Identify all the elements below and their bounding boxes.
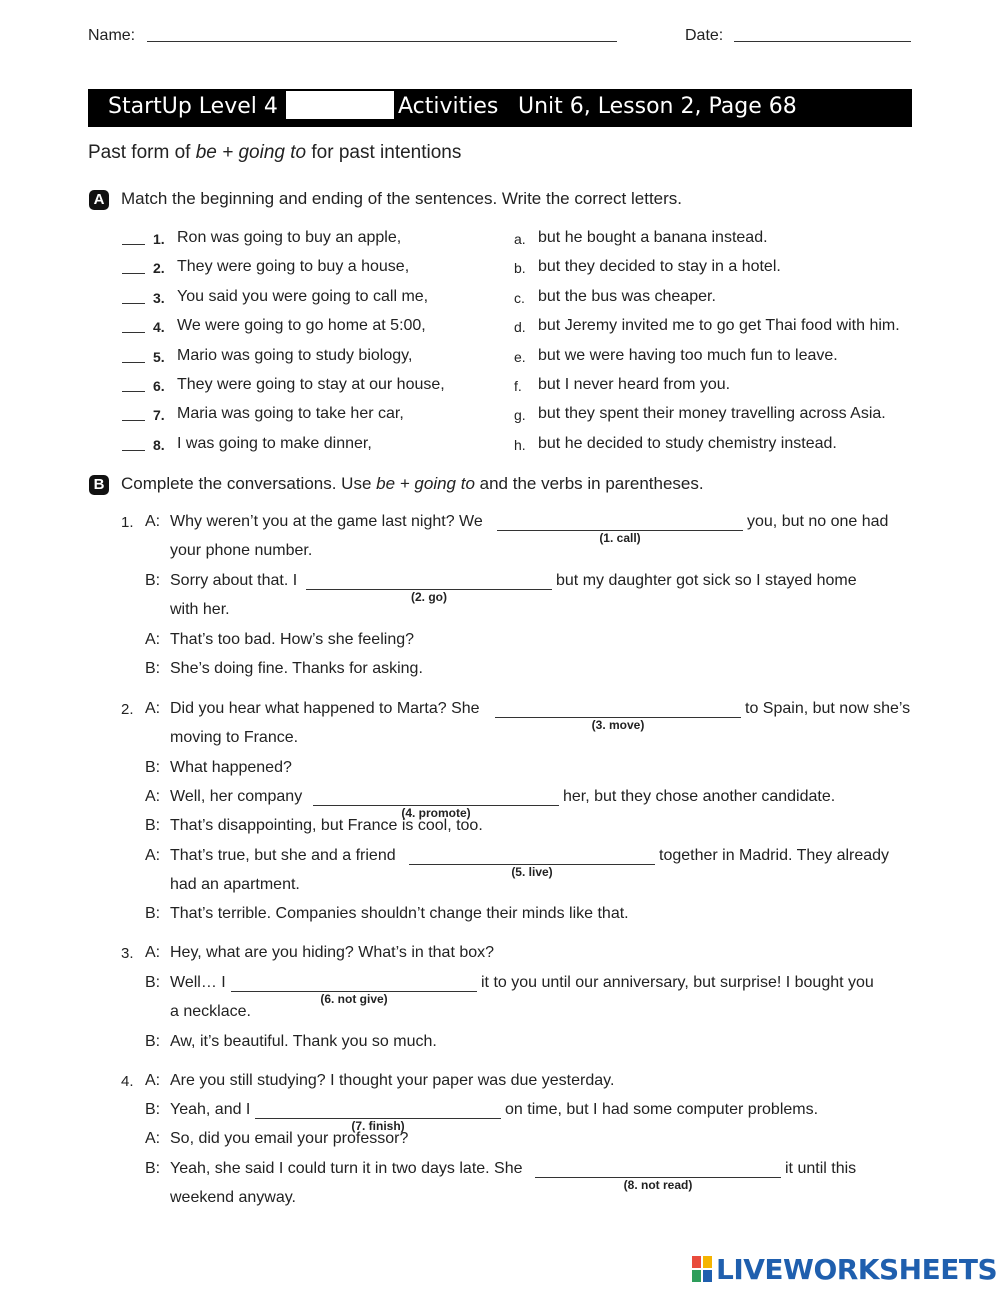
verb-hint: (8. not read)	[623, 1178, 693, 1192]
dialogue-text-before: Well… I	[170, 974, 226, 991]
dialogue-text-continued: with her.	[170, 601, 230, 618]
match-beginning: They were going to buy a house,	[177, 258, 410, 276]
match-beginning: They were going to stay at our house,	[177, 376, 445, 393]
match-beginning: Maria was going to take her car,	[177, 405, 404, 423]
dialogue-text: She’s doing fine. Thanks for asking.	[170, 660, 423, 677]
dialogue-text-before: Yeah, and I	[170, 1101, 251, 1118]
section-b-badge: B	[89, 475, 109, 495]
dialogue-text-before: That’s true, but she and a friend	[170, 847, 396, 864]
speaker-label: B:	[145, 905, 161, 922]
banner-unit: Unit 6, Lesson 2, Page 68	[518, 94, 797, 119]
verb-hint: (1. call)	[599, 531, 641, 545]
match-answer-blank[interactable]	[122, 303, 145, 304]
speaker-label: B:	[145, 1033, 161, 1050]
dialogue-text-after: to Spain, but now she’s	[745, 700, 911, 717]
match-beginning: You said you were going to call me,	[177, 287, 429, 305]
dialogue-text-before: Why weren’t you at the game last night? We	[170, 513, 483, 530]
verb-hint: (5. live)	[511, 865, 553, 879]
verb-hint: (4. promote)	[401, 806, 471, 820]
dialogue-text-after: together in Madrid. They already	[659, 847, 890, 864]
page-subtitle	[88, 142, 461, 164]
match-ending: but they spent their money travelling across Asia.	[538, 405, 886, 423]
dialogue-text: So, did you email your professor?	[170, 1130, 409, 1147]
speaker-label: A:	[145, 944, 161, 961]
speaker-label: B:	[145, 1160, 161, 1177]
name-label: Name:	[88, 27, 136, 44]
dialogue-text-continued: a necklace.	[170, 1003, 251, 1020]
speaker-label: A:	[145, 700, 161, 717]
section-b-instruction	[121, 474, 704, 494]
dialogue-text-after: it to you until our anniversary, but surprise! I bought you	[481, 974, 874, 991]
speaker-label: B:	[145, 974, 161, 991]
conversation-number: 3.	[121, 945, 134, 962]
speaker-label: B:	[145, 572, 161, 589]
conversation-number: 4.	[121, 1073, 134, 1090]
section-a-badge: A	[89, 190, 109, 210]
dialogue-text: Are you still studying? I thought your paper was due yesterday.	[170, 1072, 615, 1089]
match-ending: but I never heard from you.	[538, 376, 731, 393]
speaker-label: A:	[145, 513, 161, 530]
banner-activities: Activities	[398, 94, 499, 119]
speaker-label: B:	[145, 759, 161, 776]
match-ending: but we were having too much fun to leave.	[538, 346, 838, 364]
match-number: 5.	[153, 348, 165, 365]
dialogue-text-continued: moving to France.	[170, 729, 299, 746]
verb-hint: (7. finish)	[351, 1119, 405, 1133]
subtitle-italic: be + going to	[195, 142, 307, 163]
speaker-label: B:	[145, 817, 161, 834]
dialogue-text-continued: had an apartment.	[170, 876, 300, 893]
match-number: 1.	[153, 231, 165, 247]
match-number: 4.	[153, 319, 165, 336]
dialogue-text-after: on time, but I had some computer problems.	[505, 1101, 819, 1118]
section-a-instruction: Match the beginning and ending of the sentences. Write the correct letters.	[121, 189, 683, 208]
dialogue-text: That’s too bad. How’s she feeling?	[170, 631, 415, 648]
name-field[interactable]	[147, 41, 617, 42]
speaker-label: B:	[145, 660, 161, 677]
dialogue-text-after: her, but they chose another candidate.	[563, 788, 836, 805]
match-number: 7.	[153, 407, 165, 424]
match-beginning: Mario was going to study biology,	[177, 346, 413, 364]
dialogue-text-before: Did you hear what happened to Marta? She	[170, 700, 480, 717]
match-letter: h.	[514, 436, 526, 453]
speaker-label: A:	[145, 1072, 161, 1089]
section-b-instruction-suffix: and the verbs in parentheses.	[474, 474, 704, 493]
dialogue-text-continued: weekend anyway.	[170, 1189, 296, 1206]
match-number: 3.	[153, 289, 165, 306]
match-ending: but he decided to study chemistry instead.	[538, 434, 837, 452]
match-answer-blank[interactable]	[122, 450, 145, 451]
dialogue-text-after: but my daughter got sick so I stayed home	[556, 572, 857, 589]
speaker-label: A:	[145, 788, 161, 805]
speaker-label: A:	[145, 847, 161, 864]
dialogue-text: That’s disappointing, but France is cool, too.	[170, 817, 483, 834]
match-answer-blank[interactable]	[122, 244, 145, 245]
conversation-number: 2.	[121, 701, 134, 718]
date-field[interactable]	[734, 41, 911, 42]
match-ending: but they decided to stay in a hotel.	[538, 258, 781, 276]
banner-level: StartUp Level 4	[108, 94, 278, 119]
match-letter: b.	[514, 260, 526, 277]
match-ending: but he bought a banana instead.	[538, 229, 768, 246]
match-beginning: We were going to go home at 5:00,	[177, 317, 426, 335]
verb-hint: (2. go)	[411, 590, 447, 604]
match-answer-blank[interactable]	[122, 332, 145, 333]
match-beginning: Ron was going to buy an apple,	[177, 229, 402, 246]
section-b-instruction-italic: be + going to	[376, 474, 475, 493]
liveworksheets-logo: LIVEWORKSHEETS	[716, 1253, 998, 1286]
match-number: 2.	[153, 260, 165, 277]
dialogue-text-continued: your phone number.	[170, 542, 313, 559]
match-number: 8.	[153, 436, 165, 453]
match-number: 6.	[153, 378, 165, 394]
match-letter: g.	[514, 407, 526, 424]
conversation-number: 1.	[121, 514, 134, 531]
match-letter: f.	[514, 378, 522, 394]
match-answer-blank[interactable]	[122, 391, 145, 392]
match-answer-blank[interactable]	[122, 273, 145, 274]
match-letter: e.	[514, 348, 526, 365]
dialogue-text-before: Sorry about that. I	[170, 572, 298, 589]
dialogue-text: Hey, what are you hiding? What’s in that box?	[170, 944, 495, 961]
match-letter: d.	[514, 319, 526, 336]
match-answer-blank[interactable]	[122, 362, 145, 363]
match-ending: but the bus was cheaper.	[538, 287, 716, 305]
speaker-label: B:	[145, 1101, 161, 1118]
liveworksheets-logo-icon	[692, 1256, 712, 1282]
subtitle-prefix: Past form of	[88, 142, 196, 163]
speaker-label: A:	[145, 1130, 161, 1147]
date-label: Date:	[685, 27, 724, 44]
speaker-label: A:	[145, 631, 161, 648]
subtitle-suffix: for past intentions	[306, 142, 462, 163]
dialogue-text-before: Yeah, she said I could turn it in two days late. She	[170, 1160, 523, 1177]
verb-hint: (3. move)	[591, 718, 645, 732]
match-letter: a.	[514, 231, 526, 247]
dialogue-text-before: Well, her company	[170, 788, 303, 805]
dialogue-text: What happened?	[170, 759, 292, 776]
match-beginning: I was going to make dinner,	[177, 434, 372, 452]
match-ending: but Jeremy invited me to go get Thai food with him.	[538, 317, 900, 335]
dialogue-text: Aw, it’s beautiful. Thank you so much.	[170, 1033, 437, 1050]
dialogue-text: That’s terrible. Companies shouldn’t change their minds like that.	[170, 905, 629, 922]
title-banner	[88, 89, 912, 127]
verb-hint: (6. not give)	[320, 992, 388, 1006]
banner-blank-box	[286, 91, 394, 119]
match-answer-blank[interactable]	[122, 420, 145, 421]
dialogue-text-after: it until this	[785, 1160, 857, 1177]
section-b-instruction-prefix: Complete the conversations. Use	[121, 474, 377, 493]
match-letter: c.	[514, 289, 525, 306]
dialogue-text-after: you, but no one had	[747, 513, 889, 530]
